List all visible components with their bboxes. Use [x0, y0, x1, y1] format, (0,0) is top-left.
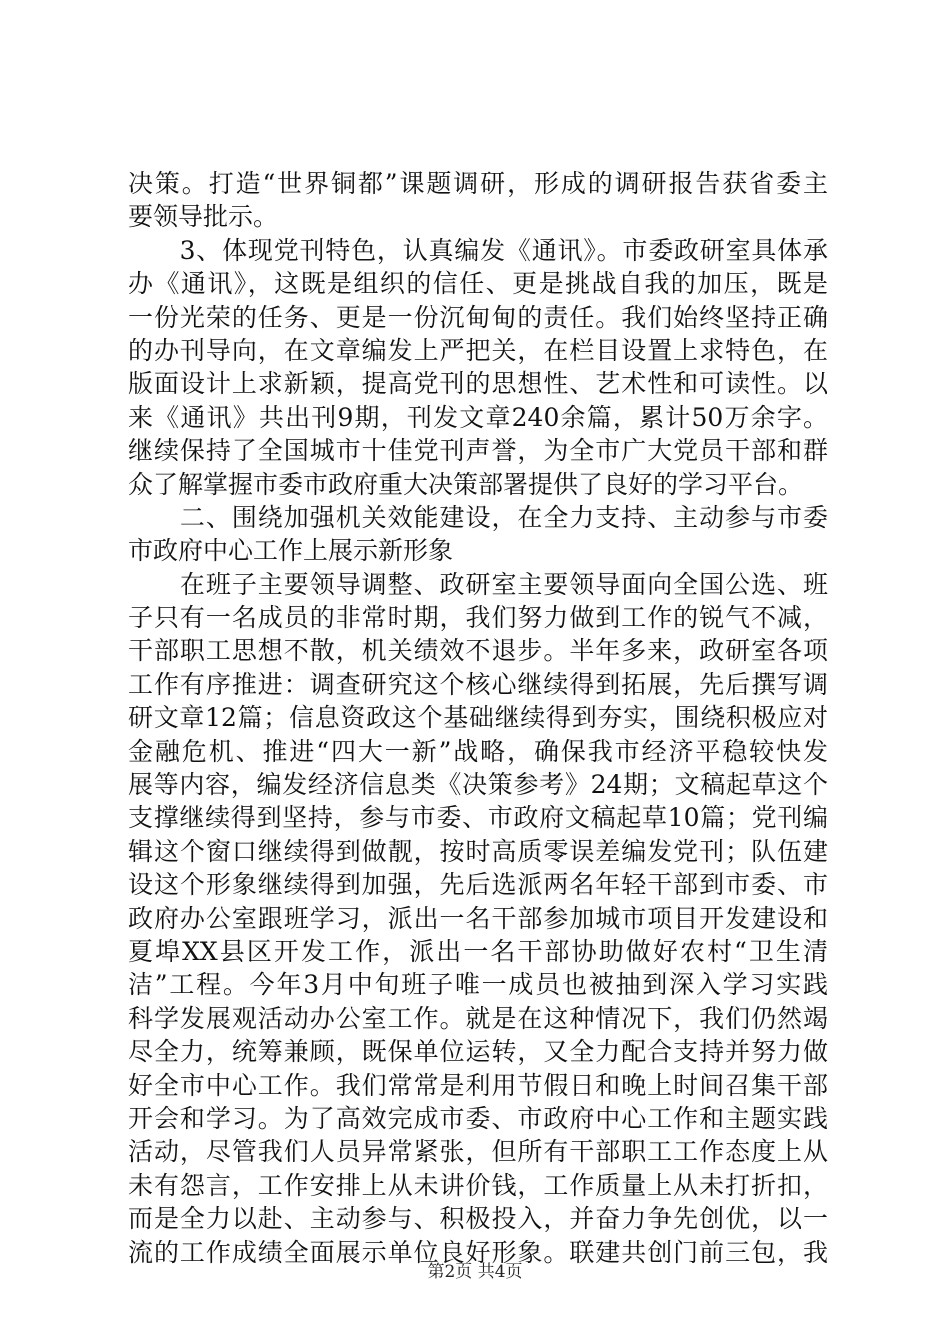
text-line: 好全市中心工作。我们常常是利用节假日和晚上时间召集干部 [128, 1070, 828, 1100]
text-line: 要领导批示。 [128, 202, 279, 232]
text-line: 办《通讯》，这既是组织的信任、更是挑战自我的加压，既是 [128, 269, 828, 299]
text-line: 支撑继续得到坚持，参与市委、市政府文稿起草10篇；党刊编 [128, 803, 828, 833]
text-line: 3、体现党刊特色，认真编发《通讯》。市委政研室具体承 [128, 235, 828, 265]
text-line: 科学发展观活动办公室工作。就是在这种情况下，我们仍然竭 [128, 1003, 828, 1033]
text-line: 而是全力以赴、主动参与、积极投入，并奋力争先创优，以一 [128, 1204, 828, 1234]
body-text [128, 167, 828, 1269]
text-line: 一份光荣的任务、更是一份沉甸甸的责任。我们始终坚持正确 [128, 302, 828, 332]
text-line: 尽全力，统筹兼顾，既保单位运转，又全力配合支持并努力做 [128, 1037, 828, 1067]
text-line: 在班子主要领导调整、政研室主要领导面向全国公选、班 [128, 569, 828, 599]
text-line: 版面设计上求新颖，提高党刊的思想性、艺术性和可读性。以 [128, 369, 828, 399]
text-line: 市政府中心工作上展示新形象 [128, 536, 454, 566]
page-footer: 第2页 共4页 [427, 1262, 523, 1282]
text-line: 干部职工思想不散，机关绩效不退步。半年多来，政研室各项 [128, 636, 828, 666]
text-line: 活动，尽管我们人员异常紧张，但所有干部职工工作态度上从 [128, 1137, 828, 1167]
text-line: 二、围绕加强机关效能建设，在全力支持、主动参与市委 [128, 502, 828, 532]
text-line: 来《通讯》共出刊9期，刊发文章240余篇，累计50万余字。 [128, 402, 828, 432]
text-line: 研文章12篇；信息资政这个基础继续得到夯实，围绕积极应对 [128, 703, 828, 733]
text-line: 众了解掌握市委市政府重大决策部署提供了良好的学习平台。 [128, 469, 804, 499]
text-line: 洁”工程。今年3月中旬班子唯一成员也被抽到深入学习实践 [128, 970, 828, 1000]
text-line: 流的工作成绩全面展示单位良好形象。联建共创门前三包，我 [128, 1237, 828, 1267]
text-line: 决策。打造“世界铜都”课题调研，形成的调研报告获省委主 [128, 169, 828, 198]
text-line: 的办刊导向，在文章编发上严把关，在栏目设置上求特色，在 [128, 335, 828, 365]
text-line: 继续保持了全国城市十佳党刊声誉，为全市广大党员干部和群 [128, 436, 828, 466]
text-line: 未有怨言，工作安排上从未讲价钱，工作质量上从未打折扣， [128, 1170, 828, 1200]
text-line: 夏埠XX县区开发工作，派出一名干部协助做好农村“卫生清 [128, 936, 828, 966]
text-line: 子只有一名成员的非常时期，我们努力做到工作的锐气不减， [128, 603, 828, 633]
text-line: 金融危机、推进“四大一新”战略，确保我市经济平稳较快发 [128, 736, 828, 766]
text-line: 设这个形象继续得到加强，先后选派两名年轻干部到市委、市 [128, 870, 828, 900]
text-line: 工作有序推进：调查研究这个核心继续得到拓展，先后撰写调 [128, 669, 828, 699]
text-line: 开会和学习。为了高效完成市委、市政府中心工作和主题实践 [128, 1103, 828, 1133]
text-line: 展等内容，编发经济信息类《决策参考》24期；文稿起草这个 [128, 770, 828, 800]
text-line: 政府办公室跟班学习，派出一名干部参加城市项目开发建设和 [128, 903, 828, 933]
text-line: 辑这个窗口继续得到做靓，按时高质零误差编发党刊；队伍建 [128, 836, 828, 866]
